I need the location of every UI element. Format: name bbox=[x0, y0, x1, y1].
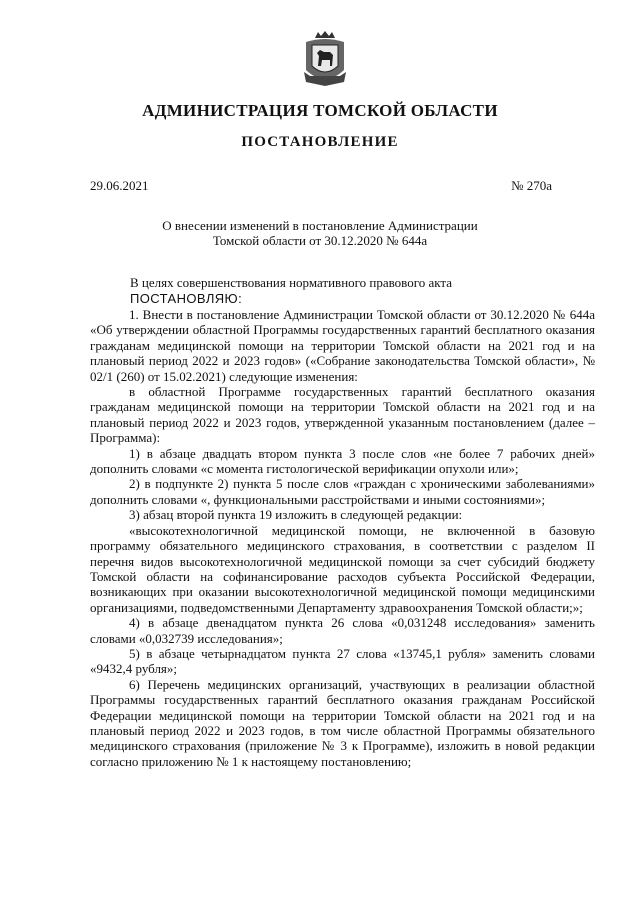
coat-of-arms-icon bbox=[300, 30, 350, 90]
document-body bbox=[90, 307, 595, 769]
organization-title: АДМИНИСТРАЦИЯ ТОМСКОЙ ОБЛАСТИ bbox=[142, 101, 498, 120]
resolve-heading: ПОСТАНОВЛЯЮ: bbox=[130, 291, 243, 306]
paragraph: 1. Внести в постановление Администрации Томской области от 30.12.2020 № 644а «Об утверждении областной Программы государственных гарантий бесплатного оказания гражданам медицинской помощи на территории Томской области на 2021 год и на плановый период 2022 и 2023 годов» («Собрание законодательства Томской области», № 02/1 (260) от 15.02.2021) следующие изменения: bbox=[90, 307, 595, 384]
paragraph: «высокотехнологичной медицинской помощи, не включенной в базовую программу обязательного медицинского страхования, в соответствии с разделом II перечня видов высокотехнологичной медицинской помощи за счет субсидий бюджету Томской области на софинансирование расходов субъекта Российской Федерации, возникающих при оказании высокотехнологичной медицинской помощи медицинскими организациями, подведомственными Департаменту здравоохранения Томской области;»; bbox=[90, 522, 595, 615]
paragraph: в областной Программе государственных гарантий бесплатного оказания гражданам медицинской помощи на территории Томской области на 2021 год и на плановый период 2022 и 2023 годов, утвержденной указанным постановлением (далее – Программа): bbox=[90, 384, 595, 446]
paragraph: 1) в абзаце двадцать втором пункта 3 после слов «не более 7 рабочих дней» дополнить словами «с момента гистологической верификации опухоли или»; bbox=[90, 445, 595, 477]
paragraph: 2) в подпункте 2) пункта 5 после слов «граждан с хроническими заболеваниями» дополнить словами «, функциональными расстройствами и иными состояниями»; bbox=[90, 476, 595, 507]
subject-line: О внесении изменений в постановление Администрации bbox=[162, 218, 478, 233]
document-type: ПОСТАНОВЛЕНИЕ bbox=[241, 134, 399, 150]
document-date: 29.06.2021 bbox=[90, 178, 149, 193]
paragraph: 4) в абзаце двенадцатом пункта 26 слова «0,031248 исследования» заменить словами «0,032739 исследования»; bbox=[90, 615, 595, 646]
subject-line: Томской области от 30.12.2020 № 644а bbox=[212, 233, 428, 248]
document-subject bbox=[90, 218, 550, 248]
paragraph: 6) Перечень медицинских организаций, участвующих в реализации областной Программы государственных гарантий бесплатного оказания гражданам Российской Федерации медицинской помощи на территории Томской области на 2021 год и на плановый период 2022 и 2023 годов, в том числе областной Программы обязательного медицинского страхования (приложение № 3 к Программе), изложить в новой редакции согласно приложению № 1 к настоящему постановлению; bbox=[90, 676, 595, 769]
paragraph: 5) в абзаце четырнадцатом пункта 27 слова «13745,1 рубля» заменить словами «9432,4 рубля»; bbox=[90, 645, 595, 677]
preamble: В целях совершенствования нормативного правового акта bbox=[130, 275, 453, 290]
document-number: № 270а bbox=[511, 178, 552, 193]
paragraph: 3) абзац второй пункта 19 изложить в следующей редакции: bbox=[129, 507, 463, 523]
